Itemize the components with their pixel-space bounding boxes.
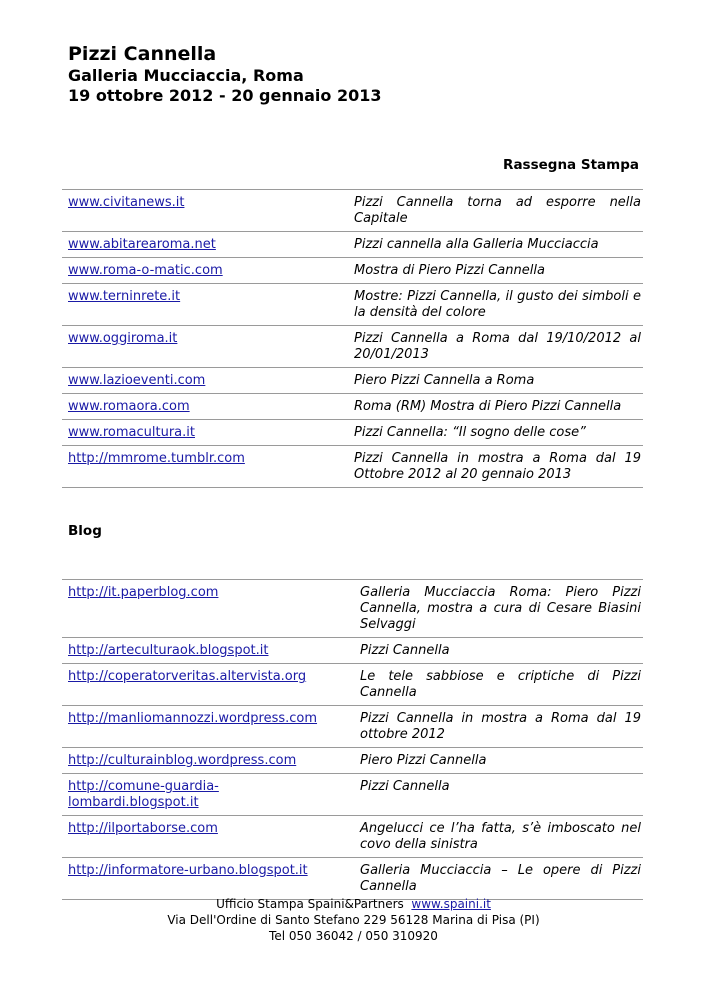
article-title: Roma (RM) Mostra di Piero Pizzi Cannella (348, 394, 643, 420)
footer-address: Via Dell'Ordine di Santo Stefano 229 56128 Marina di Pisa (PI) (167, 913, 540, 927)
table-row (62, 748, 643, 774)
blog-table (62, 579, 643, 900)
footer-office-line (0, 896, 707, 912)
table-row (62, 774, 643, 816)
article-title: Piero Pizzi Cannella (354, 748, 643, 774)
footer (0, 896, 707, 944)
table-row (62, 394, 643, 420)
article-title: Pizzi Cannella: “Il sogno delle cose” (348, 420, 643, 446)
table-row (62, 258, 643, 284)
site-cell (62, 816, 354, 858)
site-link[interactable]: www.terninrete.it (68, 289, 181, 304)
table-row (62, 816, 643, 858)
exhibition-title: Pizzi Cannella (68, 43, 217, 65)
table-row (62, 664, 643, 706)
site-cell (62, 638, 354, 664)
site-link[interactable]: http://ilportaborse.com (68, 821, 218, 836)
site-link[interactable]: www.lazioeventi.com (68, 373, 206, 388)
site-link[interactable]: www.romacultura.it (68, 425, 195, 440)
site-link[interactable]: www.romaora.com (68, 399, 190, 414)
site-link[interactable]: http://culturainblog.wordpress.com (68, 753, 297, 768)
table-row (62, 232, 643, 258)
exhibition-venue: Galleria Mucciaccia, Roma (68, 66, 304, 85)
site-link[interactable]: http://arteculturaok.blogspot.it (68, 643, 269, 658)
article-title: Pizzi Cannella (354, 638, 643, 664)
site-cell (62, 664, 354, 706)
site-cell (62, 284, 348, 326)
article-title: Galleria Mucciaccia Roma: Piero Pizzi Cannella, mostra a cura di Cesare Biasini Selvaggi (354, 580, 643, 638)
site-cell (62, 368, 348, 394)
site-cell (62, 420, 348, 446)
article-title: Pizzi Cannella a Roma dal 19/10/2012 al 20/01/2013 (348, 326, 643, 368)
site-cell (62, 580, 354, 638)
table-row (62, 858, 643, 900)
article-title: Galleria Mucciaccia – Le opere di Pizzi Cannella (354, 858, 643, 900)
table-row (62, 190, 643, 232)
site-link[interactable]: http://mmrome.tumblr.com (68, 451, 245, 466)
site-link[interactable]: www.roma-o-matic.com (68, 263, 223, 278)
site-link[interactable]: www.civitanews.it (68, 195, 185, 210)
blog-heading: Blog (68, 523, 102, 539)
article-title: Le tele sabbiose e criptiche di Pizzi Cannella (354, 664, 643, 706)
footer-website-link[interactable]: www.spaini.it (411, 897, 491, 911)
table-row (62, 638, 643, 664)
site-link[interactable]: www.abitarearoma.net (68, 237, 216, 252)
press-review-table (62, 189, 643, 488)
site-cell (62, 258, 348, 284)
site-link[interactable]: http://it.paperblog.com (68, 585, 219, 600)
site-cell (62, 190, 348, 232)
document-header (68, 42, 382, 106)
article-title: Pizzi cannella alla Galleria Mucciaccia (348, 232, 643, 258)
table-row (62, 326, 643, 368)
article-title: Piero Pizzi Cannella a Roma (348, 368, 643, 394)
press-review-heading: Rassegna Stampa (503, 157, 639, 173)
exhibition-dates: 19 ottobre 2012 - 20 gennaio 2013 (68, 86, 382, 105)
article-title: Pizzi Cannella in mostra a Roma dal 19 ottobre 2012 (354, 706, 643, 748)
article-title: Pizzi Cannella torna ad esporre nella Capitale (348, 190, 643, 232)
site-link[interactable]: http://manliomannozzi.wordpress.com (68, 711, 318, 726)
site-cell (62, 774, 354, 816)
table-row (62, 368, 643, 394)
table-row (62, 580, 643, 638)
article-title: Mostra di Piero Pizzi Cannella (348, 258, 643, 284)
article-title: Pizzi Cannella in mostra a Roma dal 19 Ottobre 2012 al 20 gennaio 2013 (348, 446, 643, 488)
site-cell (62, 858, 354, 900)
table-row (62, 706, 643, 748)
site-cell (62, 394, 348, 420)
press-review-rows (62, 190, 643, 488)
table-row (62, 284, 643, 326)
article-title: Mostre: Pizzi Cannella, il gusto dei simboli e la densità del colore (348, 284, 643, 326)
blog-rows (62, 580, 643, 900)
footer-phone: Tel 050 36042 / 050 310920 (269, 929, 438, 943)
site-cell (62, 232, 348, 258)
footer-office: Ufficio Stampa Spaini&Partners (216, 897, 404, 911)
site-cell (62, 326, 348, 368)
table-row (62, 420, 643, 446)
article-title: Pizzi Cannella (354, 774, 643, 816)
article-title: Angelucci ce l’ha fatta, s’è imboscato nel covo della sinistra (354, 816, 643, 858)
site-link[interactable]: http://comune-guardia-lombardi.blogspot.it (68, 779, 219, 810)
table-row (62, 446, 643, 488)
site-link[interactable]: www.oggiroma.it (68, 331, 178, 346)
site-cell (62, 446, 348, 488)
site-cell (62, 706, 354, 748)
site-link[interactable]: http://informatore-urbano.blogspot.it (68, 863, 308, 878)
site-cell (62, 748, 354, 774)
site-link[interactable]: http://coperatorveritas.altervista.org (68, 669, 307, 684)
